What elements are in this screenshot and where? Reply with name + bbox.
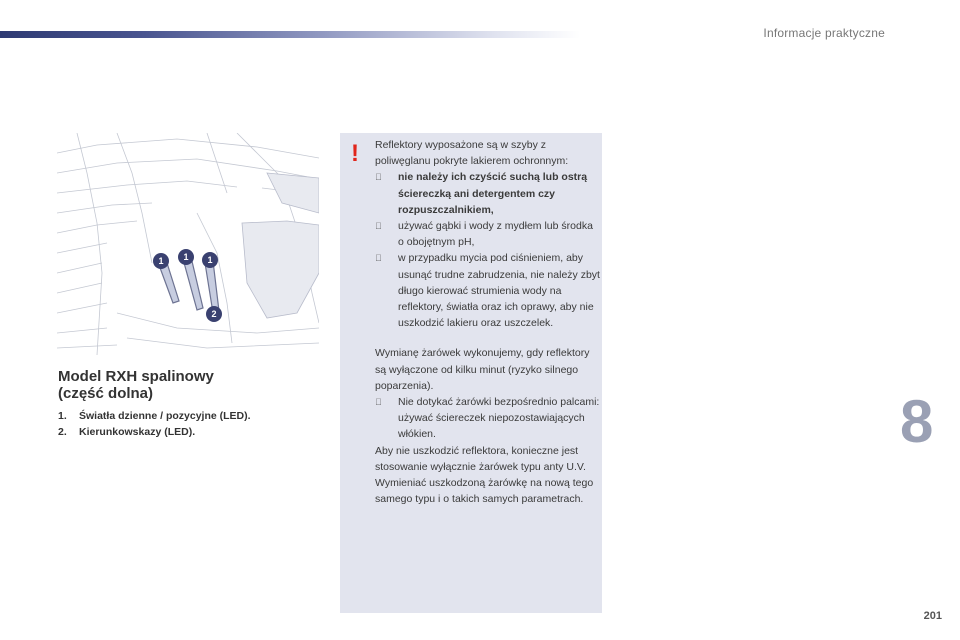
info-intro: Reflektory wyposażone są w szyby z poliwęglanu pokryte lakierem ochronnym: [375, 139, 569, 168]
legend-number: 1. [58, 410, 67, 422]
bullet-text: nie należy ich czyścić suchą lub ostrą ściereczką ani detergentem czy rozpuszczalnikiem, [398, 171, 588, 216]
header-gradient-bar [0, 31, 580, 38]
chapter-number: 8 [900, 388, 934, 455]
callout-2 [206, 306, 222, 322]
model-title-line2: (część dolna) [58, 385, 154, 402]
car-front-lower-illustration [57, 133, 319, 355]
bullet-text: używać gąbki i wody z mydłem lub środka o obojętnym pH, [398, 220, 593, 249]
info-text [375, 137, 601, 507]
legend-number: 2. [58, 426, 67, 438]
bullet-arrow-icon [375, 169, 398, 218]
list-item [375, 250, 601, 331]
section-title: Informacje praktyczne [763, 26, 885, 40]
list-item [375, 169, 601, 218]
info-paragraph: Wymianę żarówek wykonujemy, gdy reflektory są wyłączone od kilku minut (ryzyko silnego poparzenia). [375, 347, 590, 392]
legend-list [58, 408, 251, 440]
svg-text:1: 1 [158, 256, 164, 266]
bullet-arrow-icon [375, 218, 398, 250]
list-item [375, 218, 601, 250]
page-number: 201 [923, 610, 942, 622]
callout-1-left [153, 253, 169, 269]
info-paragraph: Wymieniać uszkodzoną żarówkę na nową tego samego typu i o takich samych parametrach. [375, 477, 594, 506]
legend-text: Światła dzienne / pozycyjne (LED). [79, 410, 251, 422]
bullet-text: Nie dotykać żarówki bezpośrednio palcami: używać ściereczek niepozostawiających włókien. [398, 396, 600, 441]
legend-item [58, 408, 251, 424]
legend-text: Kierunkowskazy (LED). [79, 426, 196, 438]
callout-1-right [202, 252, 218, 268]
bullet-arrow-icon [375, 394, 398, 443]
list-item [375, 394, 601, 443]
svg-text:2: 2 [211, 309, 217, 319]
info-paragraph: Aby nie uszkodzić reflektora, konieczne jest stosowanie wyłącznie żarówek typu anty U.V. [375, 444, 586, 473]
warning-icon: ! [351, 140, 359, 167]
legend-item [58, 424, 251, 440]
callout-1-middle [178, 249, 194, 265]
svg-text:1: 1 [207, 255, 213, 265]
svg-text:1: 1 [183, 252, 189, 262]
bullet-arrow-icon [375, 250, 398, 331]
model-title [58, 368, 214, 402]
model-title-line1: Model RXH spalinowy [58, 368, 214, 385]
bullet-text: w przypadku mycia pod ciśnieniem, aby usunąć trudne zabrudzenia, nie należy zbyt długo kierować strumienia wody na reflektory, światła oraz ich oprawy, aby nie uszkodzić lakieru oraz uszczelek. [398, 252, 600, 330]
